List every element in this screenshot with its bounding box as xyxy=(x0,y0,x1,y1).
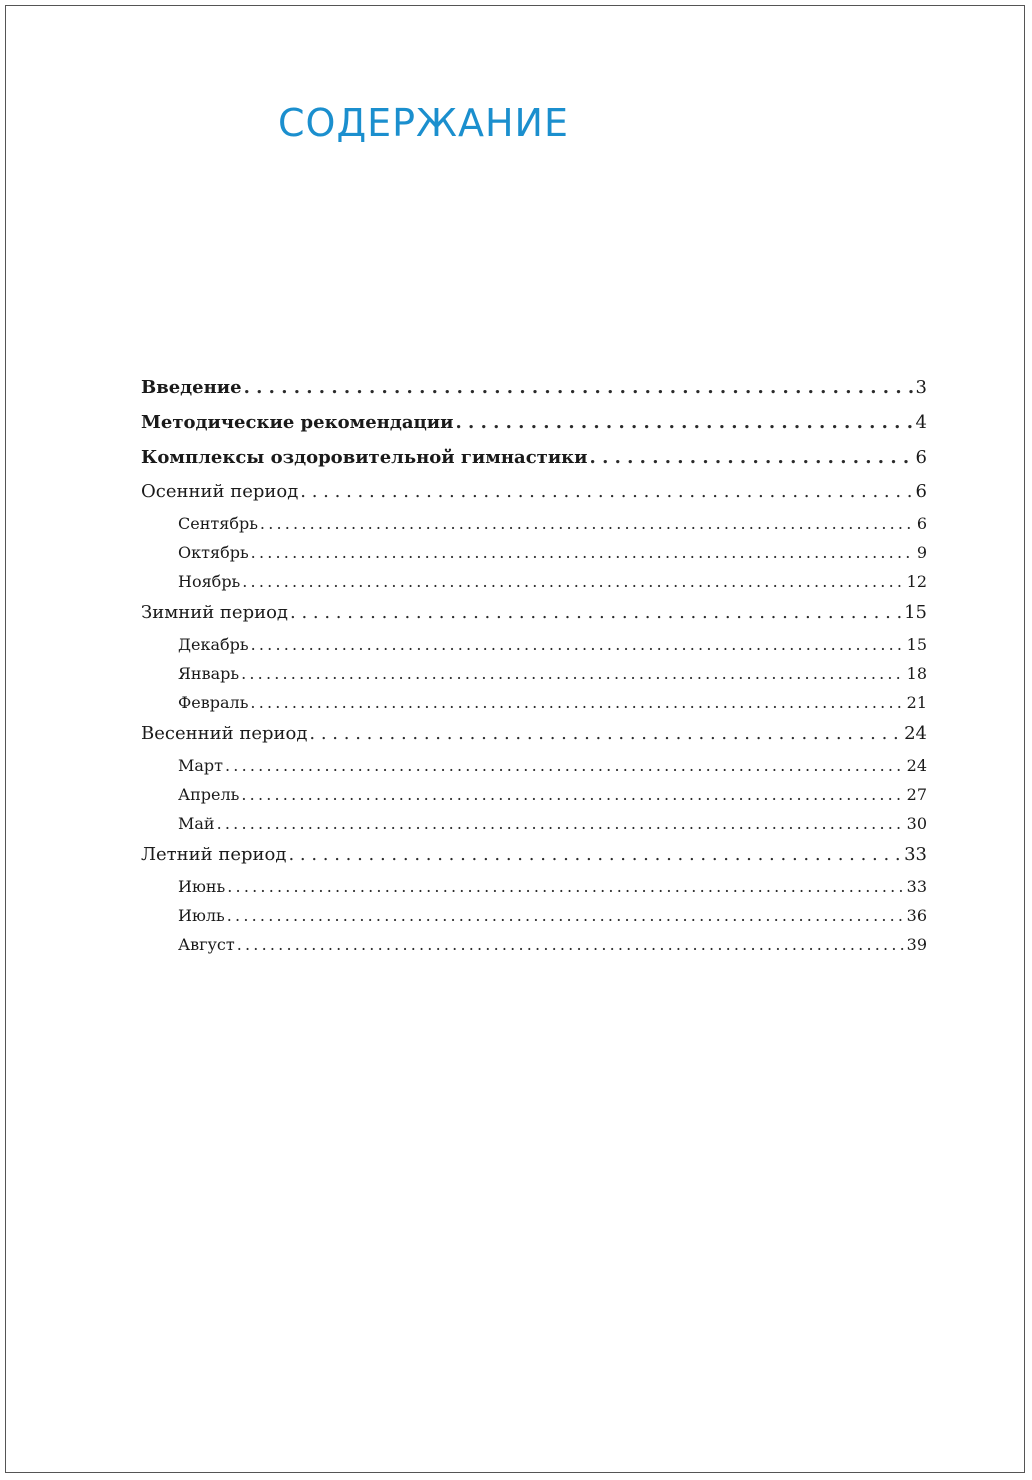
dot-leader xyxy=(309,717,902,751)
toc-entry-introduction[interactable] xyxy=(141,370,927,405)
toc-entry-label: Декабрь xyxy=(178,635,249,654)
toc-entry-february[interactable] xyxy=(141,688,927,717)
toc-entry-page: 6 xyxy=(916,514,927,533)
dot-leader xyxy=(227,872,904,901)
dot-leader xyxy=(217,809,905,838)
page-title: СОДЕРЖАНИЕ xyxy=(278,101,569,145)
toc-entry-page: 15 xyxy=(904,602,927,623)
toc-entry-page: 6 xyxy=(915,447,927,468)
toc-entry-label: Ноябрь xyxy=(178,572,241,591)
toc-entry-label: Зимний период xyxy=(141,602,289,623)
toc-entry-winter-period[interactable] xyxy=(141,596,927,630)
toc-entry-label: Методические рекомендации xyxy=(141,412,454,433)
toc-entry-label: Сентябрь xyxy=(178,514,258,533)
dot-leader xyxy=(225,751,905,780)
toc-entry-page: 4 xyxy=(915,412,927,433)
dot-leader xyxy=(244,370,914,405)
toc-entry-page: 3 xyxy=(915,377,927,398)
toc-entry-page: 24 xyxy=(904,723,927,744)
dot-leader xyxy=(290,596,902,630)
dot-leader xyxy=(227,901,905,930)
toc-entry-page: 30 xyxy=(906,814,927,833)
dot-leader xyxy=(242,567,904,596)
toc-entry-may[interactable] xyxy=(141,809,927,838)
toc-entry-page: 9 xyxy=(916,543,927,562)
toc-entry-label: Введение xyxy=(141,377,242,398)
toc-entry-page: 12 xyxy=(906,572,927,591)
toc-entry-label: Август xyxy=(178,935,235,954)
toc-entry-october[interactable] xyxy=(141,538,927,567)
toc-entry-label: Осенний период xyxy=(141,481,299,502)
dot-leader xyxy=(251,630,905,659)
toc-entry-summer-period[interactable] xyxy=(141,838,927,872)
toc-entry-label: Февраль xyxy=(178,693,249,712)
toc-entry-page: 24 xyxy=(906,756,927,775)
toc-entry-january[interactable] xyxy=(141,659,927,688)
toc-entry-july[interactable] xyxy=(141,901,927,930)
toc-entry-methodical-recommendations[interactable] xyxy=(141,405,927,440)
toc-entry-label: Март xyxy=(178,756,224,775)
toc-entry-label: Май xyxy=(178,814,215,833)
toc-entry-september[interactable] xyxy=(141,509,927,538)
toc-entry-label: Июль xyxy=(178,906,225,925)
toc-entry-gymnastics-complexes[interactable] xyxy=(141,440,927,475)
toc-entry-august[interactable] xyxy=(141,930,927,959)
toc-entry-december[interactable] xyxy=(141,630,927,659)
toc-entry-label: Апрель xyxy=(178,785,240,804)
toc-entry-june[interactable] xyxy=(141,872,927,901)
dot-leader xyxy=(300,475,913,509)
dot-leader xyxy=(250,688,904,717)
toc-entry-label: Комплексы оздоровительной гимнастики xyxy=(141,447,588,468)
toc-entry-label: Июнь xyxy=(178,877,226,896)
toc-entry-spring-period[interactable] xyxy=(141,717,927,751)
toc-entry-page: 27 xyxy=(906,785,927,804)
dot-leader xyxy=(241,659,905,688)
toc-entry-page: 36 xyxy=(906,906,927,925)
toc-entry-label: Весенний период xyxy=(141,723,308,744)
dot-leader xyxy=(241,780,904,809)
dot-leader xyxy=(590,440,914,475)
toc-entry-april[interactable] xyxy=(141,780,927,809)
dot-leader xyxy=(251,538,915,567)
toc-entry-page: 18 xyxy=(906,664,927,683)
toc-entry-label: Январь xyxy=(178,664,240,683)
dot-leader xyxy=(288,838,902,872)
toc-entry-page: 15 xyxy=(906,635,927,654)
toc-entry-label: Октябрь xyxy=(178,543,249,562)
toc-entry-autumn-period[interactable] xyxy=(141,475,927,509)
dot-leader xyxy=(260,509,915,538)
toc-entry-page: 33 xyxy=(906,877,927,896)
toc-entry-page: 21 xyxy=(906,693,927,712)
toc-entry-page: 6 xyxy=(915,481,927,502)
table-of-contents xyxy=(141,370,927,959)
dot-leader xyxy=(237,930,905,959)
dot-leader xyxy=(456,405,914,440)
toc-entry-page: 39 xyxy=(906,935,927,954)
toc-entry-label: Летний период xyxy=(141,844,287,865)
toc-entry-page: 33 xyxy=(904,844,927,865)
toc-entry-march[interactable] xyxy=(141,751,927,780)
toc-entry-november[interactable] xyxy=(141,567,927,596)
